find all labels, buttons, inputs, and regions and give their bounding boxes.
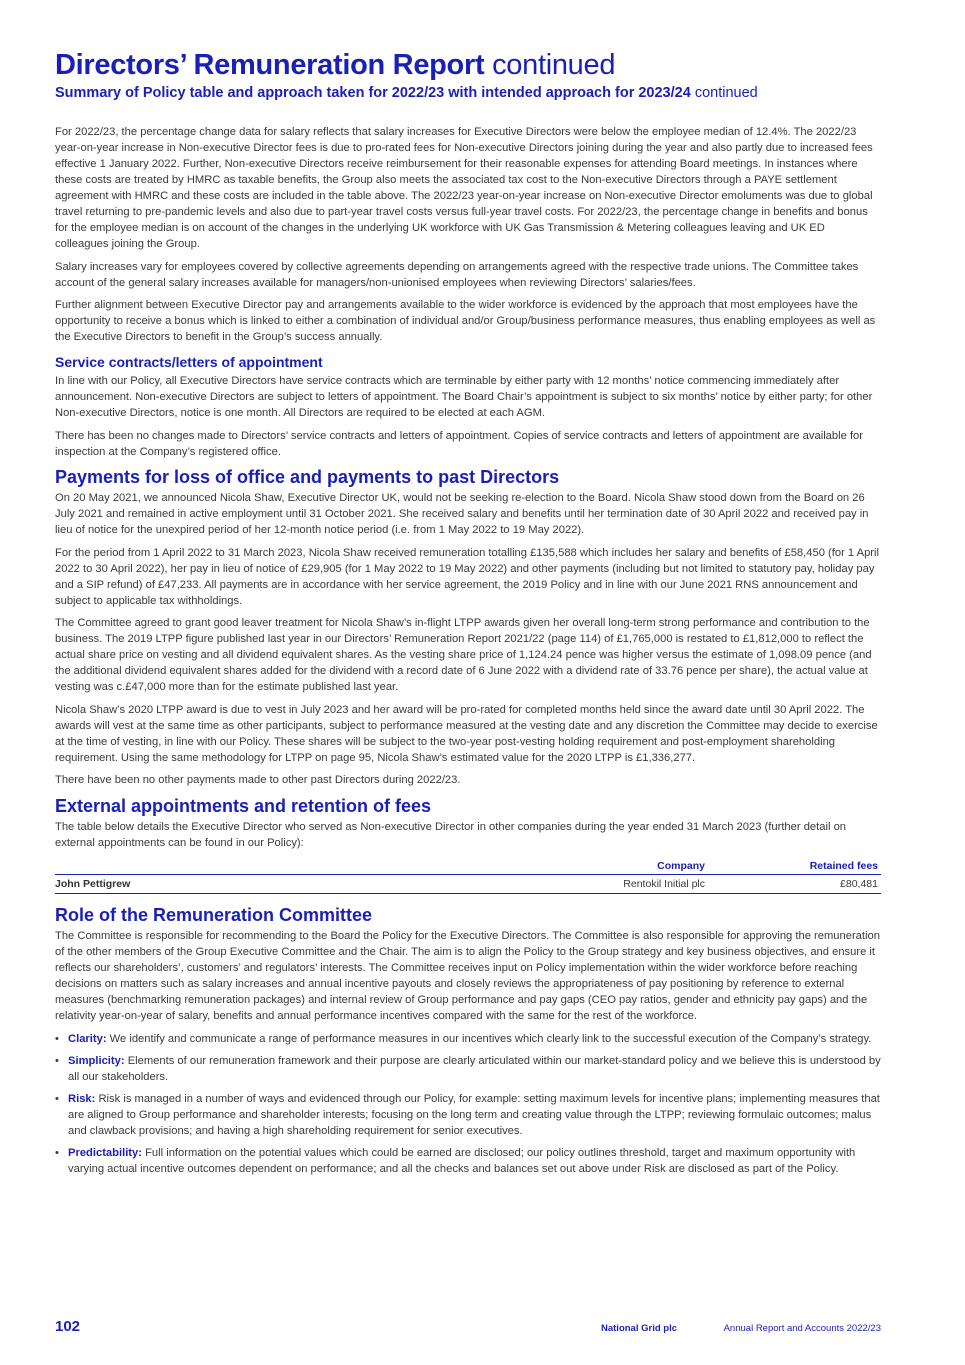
role-heading: Role of the Remuneration Committee <box>55 905 373 925</box>
bullet-label: Predictability: <box>68 1146 142 1159</box>
loss-of-office-paragraph: Nicola Shaw’s 2020 LTPP award is due to vest in July 2023 and her award will be pro-rated for completed months held since the award date until 30 April 2022. The awards will vest at the same time as other participants, subject to performance measured at the vesting date and any discretion the Committee may decide to exercise at the time of vesting, in line with our Policy. These shares will be subject to the two-year post-vesting holding requirement and post-employment shareholding requirement. Using the same methodology for LTPP on page 95, Nicola Shaw’s estimated value for the 2020 LTPP is £1,336,277. <box>55 703 878 764</box>
intro-paragraph: Salary increases vary for employees covered by collective agreements depending on arrangements agreed with the respective trade unions. The Committee takes account of the general salary increases available for managers/non-unionised employees when reviewing Directors’ salaries/fees. <box>55 260 859 289</box>
bullet-label: Simplicity: <box>68 1054 125 1067</box>
table-header-row <box>55 857 881 875</box>
page-footer <box>55 1318 881 1338</box>
table-header-retained-fees: Retained fees <box>708 857 881 875</box>
service-contracts-paragraph: In line with our Policy, all Executive Directors have service contracts which are terminable by either party with 12 months’ notice commencing immediately after announcement. Non-executive Directors are subject to letters of appointment. The Board Chair’s appointment is subject to six months’ notice by either party; for other Non-executive Directors, notice is one month. All Directors are required to be elected at each AGM. <box>55 375 873 419</box>
service-contracts-heading: Service contracts/letters of appointment <box>55 354 323 370</box>
page-content <box>55 48 881 1183</box>
table-row <box>55 875 881 894</box>
page-subtitle <box>55 84 881 102</box>
director-name-cell: John Pettigrew <box>55 875 369 894</box>
external-appointments-heading: External appointments and retention of fees <box>55 795 432 816</box>
company-cell: Rentokil Initial plc <box>369 875 708 894</box>
footer-report-title: Annual Report and Accounts 2022/23 <box>723 1323 881 1334</box>
bullet-icon: • <box>55 1092 59 1105</box>
loss-of-office-paragraph: There have been no other payments made to other past Directors during 2022/23. <box>55 774 461 786</box>
intro-paragraph: For 2022/23, the percentage change data for salary reflects that salary increases for Executive Directors were below the employee median of 12.4%. The 2022/23 year-on-year increase in Non-executive Director fees is due to pro-rated fees for Non-executive Directors joining during the year and also partly due to increased fees effective 1 January 2022. Further, Non-executive Directors receive reimbursement for their reasonable expenses for attending Board meetings. In instances where these costs are treated by HMRC as taxable benefits, the Group also meets the associated tax cost to the Non-executive Directors through a PAYE settlement agreement with HMRC and these costs are included in the table above. The 2022/23 year-on-year increase on Non-executive Director emoluments was due to global travel returning to pre-pandemic levels and also due to part-year travel costs versus full-year travel costs. For 2022/23, the percentage change in benefits and bonus for the employee median is on account of the changes in the underlying UK workforce with UK Gas Transmission & Metering colleagues leaving and UK ED colleagues joining the Group. <box>55 126 873 250</box>
bullet-text: We identify and communicate a range of performance measures in our incentives which clearly link to the successful execution of the Company’s strategy. <box>109 1032 872 1045</box>
principles-list <box>55 1031 881 1177</box>
list-item <box>55 1053 881 1085</box>
bullet-icon: • <box>55 1054 59 1067</box>
list-item <box>55 1031 881 1047</box>
service-contracts-paragraph: There has been no changes made to Directors’ service contracts and letters of appointment. Copies of service contracts and letters of appointment are available for inspection at the Company’s registered office. <box>55 429 864 458</box>
footer-company: National Grid plc <box>601 1323 678 1334</box>
external-appointments-table <box>55 857 881 894</box>
table-header-company: Company <box>369 857 708 875</box>
bullet-text: Full information on the potential values which could be earned are disclosed; our policy outlines threshold, target and maximum opportunity with varying actual incentive outcomes dependent on performance; and all the checks and balances set out above under Risk are disclosed as part of the Policy. <box>68 1146 856 1175</box>
title-suffix: continued <box>492 49 616 81</box>
loss-of-office-paragraph: For the period from 1 April 2022 to 31 March 2023, Nicola Shaw received remuneration totalling £135,588 which includes her salary and benefits of £58,450 (for 1 April 2022 to 30 April 2022), her pay in lieu of notice of £29,905 (for 1 May 2022 to 19 May 2022) and other payments (including but not limited to statutory pay, holiday pay and a SIP refund) of £47,233. All payments are in accordance with her service agreement, the 2019 Policy and in line with our June 2021 RNS announcement and subject to applicable tax withholdings. <box>55 546 880 607</box>
bullet-text: Elements of our remuneration framework and their purpose are clearly articulated within our market-standard policy and we believe this is understood by all our stakeholders. <box>68 1054 881 1083</box>
loss-of-office-paragraph: The Committee agreed to grant good leaver treatment for Nicola Shaw’s in-flight LTPP awards given her overall long-term strong performance and contribution to the business. The 2019 LTPP figure published last year in our Directors’ Remuneration Report 2021/22 (page 114) of £1,765,000 is restated to £1,812,000 to reflect the actual share price on vesting and all dividend equivalent shares. As the vesting share price of 1,124.24 pence was higher versus the estimate of 1,098.09 pence (and the additional dividend equivalent shares added for the dividend with a record date of 6 June 2022 with a dividend rate of 33.76 pence per share), the actual value at vesting was c.£47,000 more than for the estimate published last year. <box>55 617 872 693</box>
list-item <box>55 1091 881 1139</box>
page-number: 102 <box>55 1318 81 1335</box>
bullet-text: Risk is managed in a number of ways and evidenced through our Policy, for example: setting maximum levels for incentive plans; implementing measures that are aligned to Group performance and shareholder interests; focusing on the long term and creating value through the LTPP; reviewing formulaic outcomes; malus and clawback provisions; and having a high shareholding requirement for senior executives. <box>68 1092 880 1137</box>
external-appointments-paragraph: The table below details the Executive Director who served as Non-executive Director in other companies during the year ended 31 March 2023 (further detail on external appointments can be found in our Policy): <box>55 820 847 849</box>
loss-of-office-paragraph: On 20 May 2021, we announced Nicola Shaw, Executive Director UK, would not be seeking re-election to the Board. Nicola Shaw stood down from the Board on 26 July 2021 and remained in active employment until 31 October 2021. She received salary and benefits until her termination date of 30 April 2022 and received pay in lieu of notice for the unexpired period of her 12-month notice period (i.e. from 1 May 2022 to 19 May 2022). <box>55 492 869 536</box>
title-main: Directors’ Remuneration Report <box>55 49 485 81</box>
bullet-icon: • <box>55 1032 59 1045</box>
subtitle-suffix: continued <box>694 85 758 101</box>
bullet-label: Clarity: <box>68 1032 107 1045</box>
list-item <box>55 1145 881 1177</box>
table-header-director <box>55 857 369 875</box>
role-paragraph: The Committee is responsible for recommending to the Board the Policy for the Executive Directors. The Committee is also responsible for approving the remuneration of the other members of the Group Executive Committee and the Chair. The aim is to align the Policy to the Group strategy and key business objectives, and ensure it reflects our shareholders’, customers’ and regulators’ interests. The Committee receives input on Policy implementation within the wider workforce before reaching decisions on matters such as salary increases and annual incentive payouts and closely reviews the appropriateness of pay positioning by reference to external measures (benchmarking remuneration packages) and internal review of Group performance and pay gaps (CEO pay ratios, gender and ethnicity pay gaps) and the relativity year-on-year of salary, benefits and annual performance incentives compared with the same for the rest of the workforce. <box>55 930 880 1022</box>
subtitle-main: Summary of Policy table and approach taken for 2022/23 with intended approach for 2023/24 <box>55 85 691 101</box>
intro-paragraph: Further alignment between Executive Director pay and arrangements available to the wider workforce is evidenced by the approach that most employees have the opportunity to receive a bonus which is linked to either a combination of individual and/or Group/business performance measures, thus enabling employees as well as the Executive Directors to benefit in the Group’s success annually. <box>55 299 876 343</box>
retained-fees-cell: £80,481 <box>708 875 881 894</box>
loss-of-office-heading: Payments for loss of office and payments to past Directors <box>55 467 560 487</box>
bullet-icon: • <box>55 1146 59 1159</box>
bullet-label: Risk: <box>68 1092 96 1105</box>
page-title <box>55 48 881 82</box>
